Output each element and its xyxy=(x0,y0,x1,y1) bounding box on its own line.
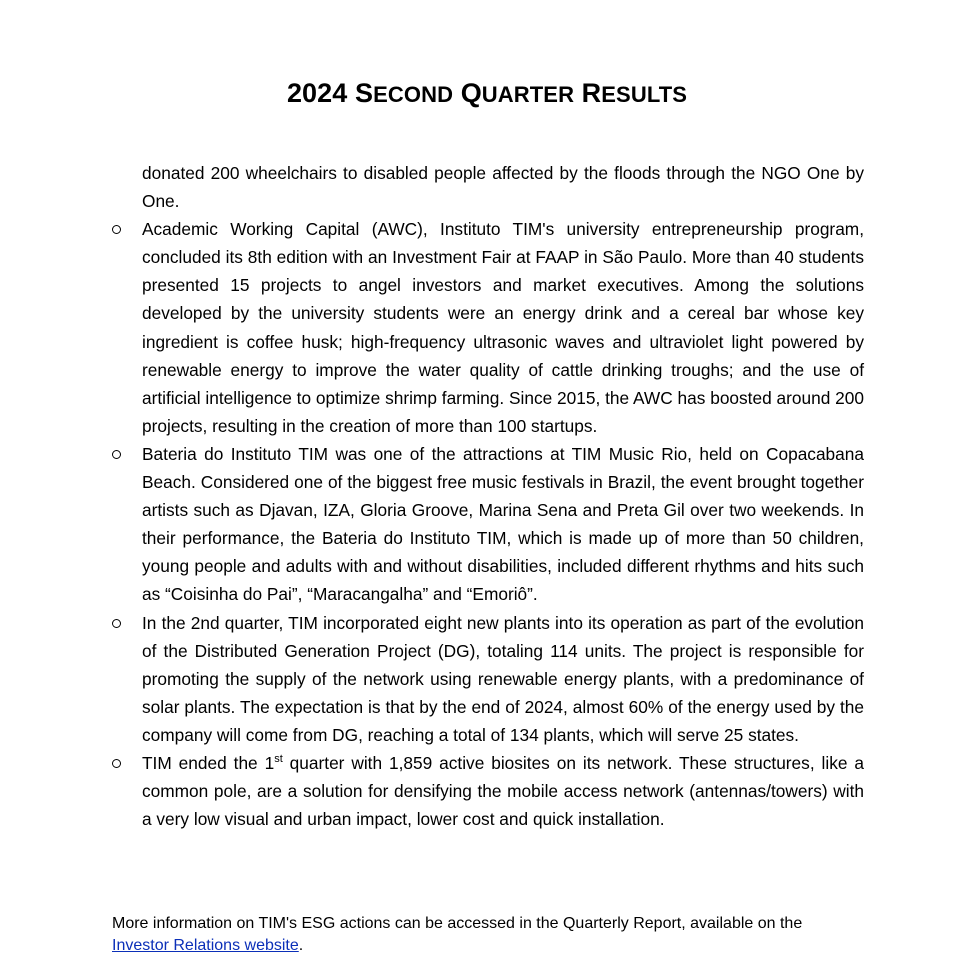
continued-paragraph: donated 200 wheelchairs to disabled people affected by the floods through the NGO One by One. xyxy=(142,163,864,212)
bullet-text: Academic Working Capital (AWC), Instituto TIM's university entrepreneurship program, concluded its 8th edition with an Investment Fair at FAAP in São Paulo. More than 40 students presented 15 projects to angel investors and market executives. Among the solutions developed by the university students were an energy drink and a cereal bar whose key ingredient is coffee husk; high-frequency ultrasonic waves and ultraviolet light powered by renewable energy to improve the water quality of cattle drinking troughs; and the use of artificial intelligence to optimize shrimp farming. Since 2015, the AWC has boosted around 200 projects, resulting in the creation of more than 100 startups. xyxy=(142,219,864,436)
title-year: 2024 xyxy=(286,78,348,108)
hollow-bullet-icon xyxy=(112,440,126,470)
title-word-second: SECOND xyxy=(355,78,454,108)
bullet-item-biosites xyxy=(112,749,864,833)
hollow-bullet-icon xyxy=(112,749,126,779)
footer-note xyxy=(112,913,872,957)
page-title xyxy=(0,76,974,112)
hollow-bullet-icon xyxy=(112,609,126,639)
bullet-text: In the 2nd quarter, TIM incorporated eight new plants into its operation as part of the evolution of the Distributed Generation Project (DG), totaling 114 units. The project is responsible for promoting the supply of the network using renewable energy plants, with a predominance of solar plants. The expectation is that by the end of 2024, almost 60% of the energy used by the company will come from DG, reaching a total of 134 plants, which will serve 25 states. xyxy=(142,612,864,745)
document-body xyxy=(112,159,864,833)
title-word-quarter: QUARTER xyxy=(460,78,575,108)
bullet-item-awc xyxy=(112,215,864,440)
bullet-item-bateria xyxy=(112,440,864,609)
footer-text: More information on TIM's ESG actions can be accessed in the Quarterly Report, available on the xyxy=(112,915,803,932)
investor-relations-link[interactable]: Investor Relations website xyxy=(112,937,299,954)
title-word-results: RESULTS xyxy=(581,78,688,108)
bullet-text: Bateria do Instituto TIM was one of the attractions at TIM Music Rio, held on Copacabana Beach. Considered one of the biggest free music festivals in Brazil, the event brought together artists such as Djavan, IZA, Gloria Groove, Marina Sena and Preta Gil over two weekends. In their performance, the Bateria do Instituto TIM, which is made up of more than 50 children, young people and adults with and without disabilities, included different rhythms and hits such as “Coisinha do Pai”, “Maracangalha” and “Emoriô”. xyxy=(142,443,864,605)
bullet-text: TIM ended the 1st quarter with 1,859 active biosites on its network. These structures, like a common pole, are a solution for densifying the mobile access network (antennas/towers) with a very low visual and urban impact, lower cost and quick installation. xyxy=(142,752,864,830)
hollow-bullet-icon xyxy=(112,215,126,245)
bullet-item-distributed-generation xyxy=(112,609,864,749)
footer-period: . xyxy=(298,937,304,954)
